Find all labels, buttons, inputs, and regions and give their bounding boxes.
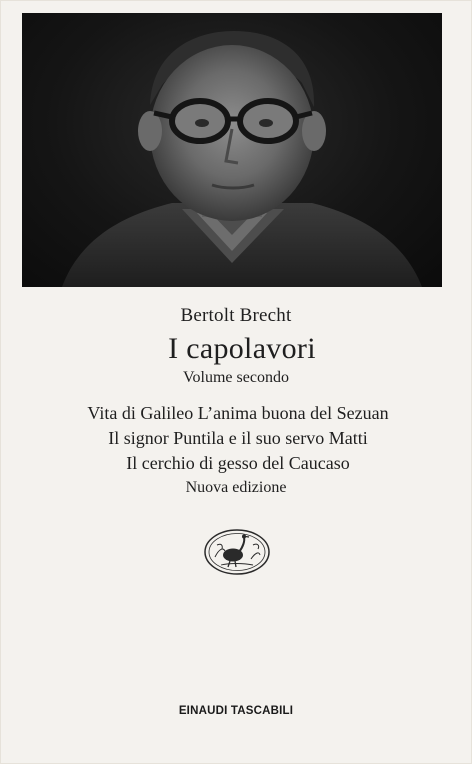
works-line: Il signor Puntila e il suo servo Matti — [108, 428, 368, 448]
book-title: I capolavori — [168, 332, 316, 365]
edition-label: Nuova edizione — [185, 479, 287, 496]
portrait-illustration — [22, 13, 442, 287]
volume-label: Volume secondo — [183, 369, 289, 386]
series-name: EINAUDI TASCABILI — [178, 705, 294, 717]
works-line: Vita di Galileo L’anima buona del Sezuan — [87, 403, 389, 423]
einaudi-ostrich-emblem-icon — [203, 527, 271, 577]
author-name: Bertolt Brecht — [180, 305, 292, 326]
works-list — [2, 401, 472, 476]
works-line: Il cerchio di gesso del Caucaso — [126, 453, 350, 473]
author-portrait-photo — [22, 13, 442, 287]
